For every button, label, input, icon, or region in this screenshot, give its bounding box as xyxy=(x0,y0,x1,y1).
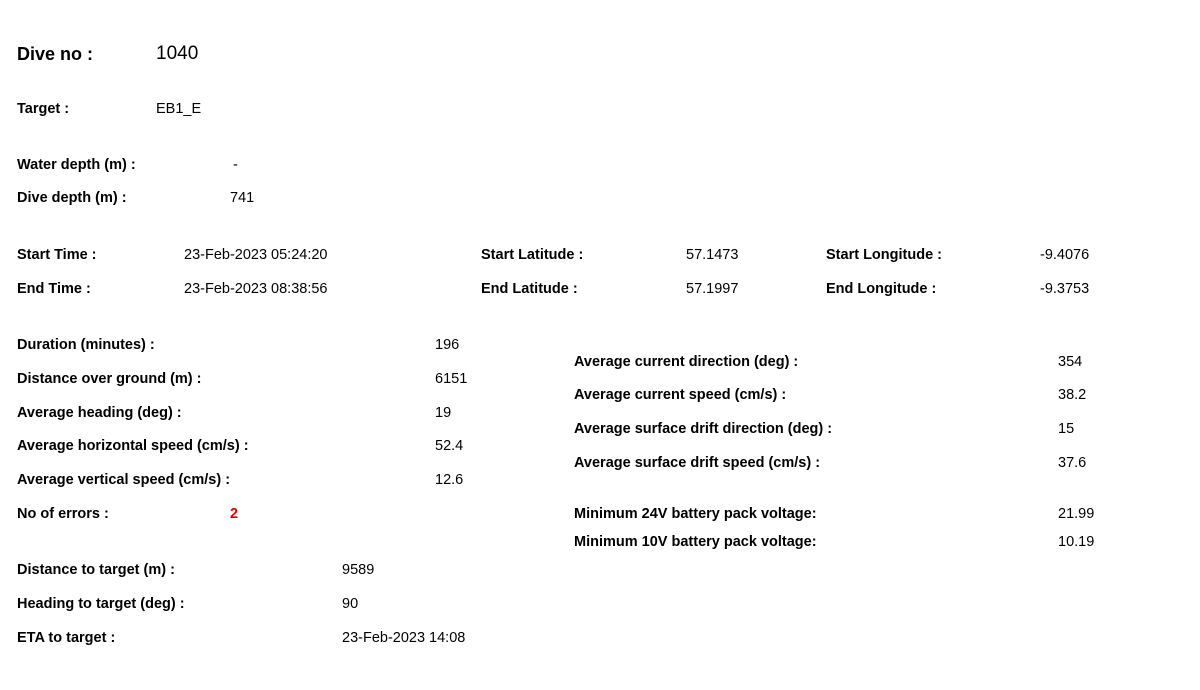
dive-depth-label: Dive depth (m) : xyxy=(17,190,127,206)
end-time-value: 23-Feb-2023 08:38:56 xyxy=(184,281,328,297)
duration-value: 196 xyxy=(435,337,460,353)
average-current-direction-label: Average current direction (deg) : xyxy=(574,354,799,370)
average-vertical-speed-label: Average vertical speed (cm/s) : xyxy=(17,472,231,488)
dive-no-value: 1040 xyxy=(156,43,199,64)
dive-no-label: Dive no : xyxy=(17,44,94,64)
minimum-10v-battery-label: Minimum 10V battery pack voltage: xyxy=(574,534,817,550)
end-longitude-label: End Longitude : xyxy=(826,281,937,297)
start-longitude-value: -9.4076 xyxy=(1040,247,1090,263)
average-vertical-speed-value: 12.6 xyxy=(435,472,464,488)
average-current-speed-value: 38.2 xyxy=(1058,387,1087,403)
average-current-direction-value: 354 xyxy=(1058,354,1083,370)
end-time-label: End Time : xyxy=(17,281,91,297)
distance-to-target-label: Distance to target (m) : xyxy=(17,562,175,578)
errors-value: 2 xyxy=(230,506,239,522)
average-heading-value: 19 xyxy=(435,405,452,421)
end-longitude-value: -9.3753 xyxy=(1040,281,1090,297)
minimum-24v-battery-value: 21.99 xyxy=(1058,506,1095,522)
eta-to-target-value: 23-Feb-2023 14:08 xyxy=(342,630,466,646)
dive-depth-value: 741 xyxy=(230,190,255,206)
minimum-24v-battery-label: Minimum 24V battery pack voltage: xyxy=(574,506,817,522)
average-horizontal-speed-label: Average horizontal speed (cm/s) : xyxy=(17,438,249,454)
start-latitude-label: Start Latitude : xyxy=(481,247,584,263)
start-time-label: Start Time : xyxy=(17,247,97,263)
average-surface-drift-direction-value: 15 xyxy=(1058,421,1075,437)
start-time-value: 23-Feb-2023 05:24:20 xyxy=(184,247,328,263)
end-latitude-label: End Latitude : xyxy=(481,281,578,297)
average-surface-drift-speed-label: Average surface drift speed (cm/s) : xyxy=(574,455,821,471)
end-latitude-value: 57.1997 xyxy=(686,281,739,297)
average-surface-drift-direction-label: Average surface drift direction (deg) : xyxy=(574,421,833,437)
eta-to-target-label: ETA to target : xyxy=(17,630,116,646)
heading-to-target-label: Heading to target (deg) : xyxy=(17,596,185,612)
distance-over-ground-label: Distance over ground (m) : xyxy=(17,371,202,387)
distance-to-target-value: 9589 xyxy=(342,562,375,578)
water-depth-label: Water depth (m) : xyxy=(17,157,136,173)
average-current-speed-label: Average current speed (cm/s) : xyxy=(574,387,787,403)
duration-label: Duration (minutes) : xyxy=(17,337,155,353)
distance-over-ground-value: 6151 xyxy=(435,371,468,387)
target-label: Target : xyxy=(17,101,70,117)
target-value: EB1_E xyxy=(156,101,202,117)
average-horizontal-speed-value: 52.4 xyxy=(435,438,464,454)
water-depth-value: - xyxy=(233,157,238,173)
errors-label: No of errors : xyxy=(17,506,109,522)
heading-to-target-value: 90 xyxy=(342,596,359,612)
minimum-10v-battery-value: 10.19 xyxy=(1058,534,1095,550)
start-latitude-value: 57.1473 xyxy=(686,247,739,263)
start-longitude-label: Start Longitude : xyxy=(826,247,942,263)
average-surface-drift-speed-value: 37.6 xyxy=(1058,455,1087,471)
average-heading-label: Average heading (deg) : xyxy=(17,405,182,421)
